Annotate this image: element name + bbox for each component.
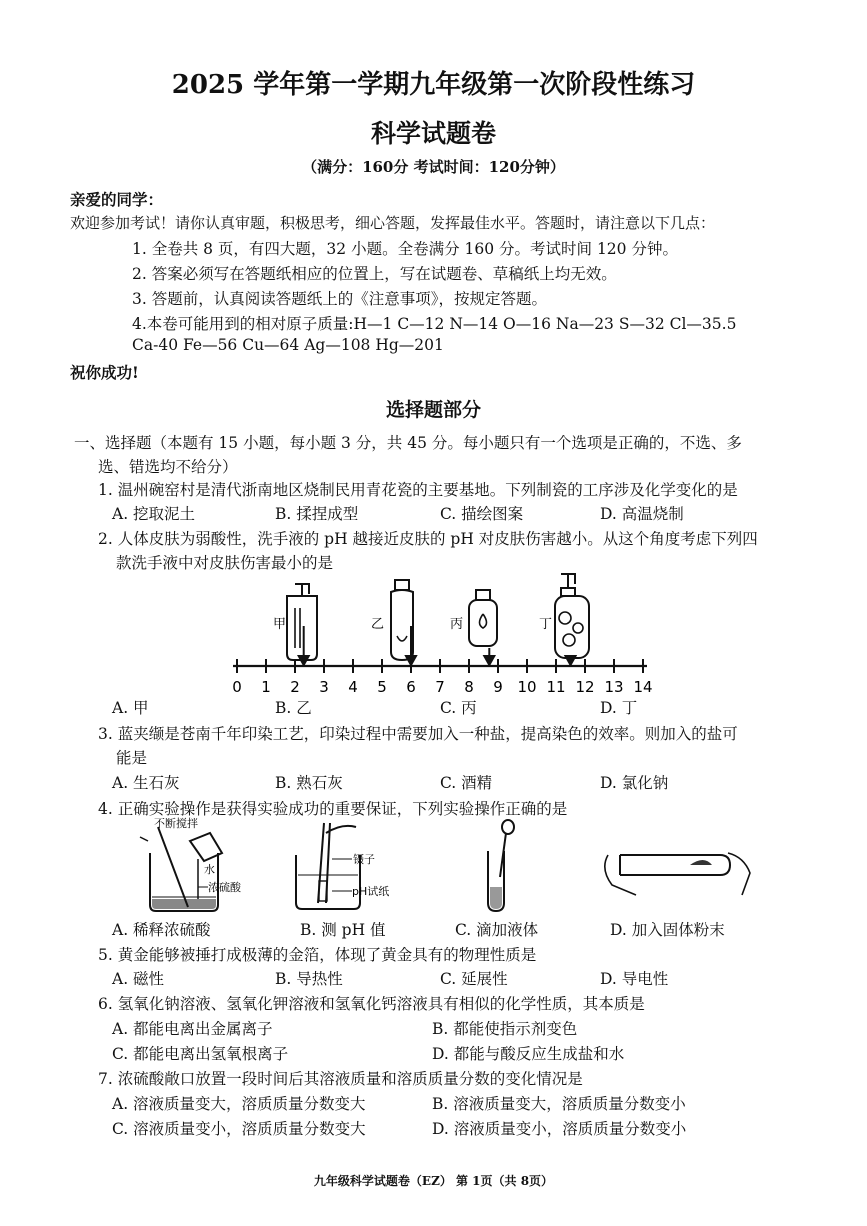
figure-a-dilution xyxy=(140,816,242,911)
section-title: 选择题部分 xyxy=(385,399,481,421)
ph-tick-label: 8 xyxy=(464,678,474,696)
note-4-cont: Ca-40 Fe—56 Cu—64 Ag—108 Hg—201 xyxy=(132,336,444,354)
ph-tick-label: 6 xyxy=(406,678,416,696)
closing-text: 祝你成功! xyxy=(70,363,139,382)
greeting: 亲爱的同学： xyxy=(70,190,164,209)
q3-option-a: A. 生石灰 xyxy=(112,774,180,792)
ph-tick-label: 13 xyxy=(604,678,624,696)
bottle-bing xyxy=(450,590,497,646)
question-7-stem: 7. 浓硫酸敞口放置一段时间后其溶液质量和溶质质量分数的变化情况是 xyxy=(98,1070,583,1088)
ph-tick-label: 10 xyxy=(517,678,537,696)
part1-instruction: 一、选择题（本题有 15 小题，每小题 3 分，共 45 分。每小题只有一个选项是正确的，不选、多 xyxy=(74,434,742,452)
label-tweezers: 镊子 xyxy=(353,853,375,866)
q4-option-d: D. 加入固体粉末 xyxy=(610,921,725,939)
question-6-stem: 6. 氢氧化钠溶液、氢氧化钾溶液和氢氧化钙溶液具有相似的化学性质，其本质是 xyxy=(98,995,645,1013)
q1-option-c: C. 描绘图案 xyxy=(440,505,524,523)
q5-option-b: B. 导热性 xyxy=(275,970,343,988)
bottle-label-ding: 丁 xyxy=(539,617,553,632)
ph-tick-label: 0 xyxy=(232,678,242,696)
ph-arrow xyxy=(484,648,494,665)
q5-option-d: D. 导电性 xyxy=(600,970,669,988)
note-2: 2. 答案必须写在答题纸相应的位置上，写在试题卷、草稿纸上均无效。 xyxy=(132,265,617,283)
q7-option-a: A. 溶液质量变大，溶质质量分数变大 xyxy=(112,1095,366,1113)
q2-option-a: A. 甲 xyxy=(112,699,149,717)
ph-arrow xyxy=(566,656,576,665)
q2-option-c: C. 丙 xyxy=(440,699,477,717)
bottle-yi xyxy=(371,580,413,660)
q6-option-d: D. 都能与酸反应生成盐和水 xyxy=(432,1045,625,1063)
q7-option-b: B. 溶液质量变大，溶质质量分数变小 xyxy=(432,1095,686,1113)
ph-tick-label: 3 xyxy=(319,678,329,696)
bottle-ding xyxy=(539,574,589,658)
q3-option-d: D. 氯化钠 xyxy=(600,774,669,792)
ph-tick-label: 14 xyxy=(633,678,653,696)
ph-tick-label: 9 xyxy=(493,678,503,696)
question-4-stem: 4. 正确实验操作是获得实验成功的重要保证，下列实验操作正确的是 xyxy=(98,800,568,818)
label-stir: 不断搅拌 xyxy=(154,817,198,830)
q6-option-a: A. 都能电离出金属离子 xyxy=(112,1020,273,1038)
q1-option-d: D. 高温烧制 xyxy=(600,505,684,523)
bottle-label-yi: 乙 xyxy=(371,617,385,632)
question-2-stem-cont: 款洗手液中对皮肤伤害最小的是 xyxy=(116,554,334,572)
q3-option-b: B. 熟石灰 xyxy=(275,774,343,792)
ph-scale-figure xyxy=(225,568,665,696)
label-ph-paper: pH试纸 xyxy=(352,885,390,898)
ph-tick-label: 11 xyxy=(546,678,566,696)
figure-c-dropper xyxy=(488,820,514,911)
note-3: 3. 答题前，认真阅读答题纸上的《注意事项》，按规定答题。 xyxy=(132,290,547,308)
q1-option-a: A. 挖取泥土 xyxy=(112,505,196,523)
bottle-label-jia: 甲 xyxy=(273,617,287,632)
question-5-stem: 5. 黄金能够被捶打成极薄的金箔，体现了黄金具有的物理性质是 xyxy=(98,946,537,964)
q1-option-b: B. 揉捏成型 xyxy=(275,505,359,523)
q7-option-d: D. 溶液质量变小，溶质质量分数变小 xyxy=(432,1120,687,1138)
question-2-stem: 2. 人体皮肤为弱酸性，洗手液的 pH 越接近皮肤的 pH 对皮肤伤害越小。从这个角度考虑下列四 xyxy=(98,530,758,548)
ph-arrows xyxy=(299,626,576,665)
ph-tick-label: 12 xyxy=(575,678,595,696)
bottle-label-bing: 丙 xyxy=(450,617,464,632)
q5-option-c: C. 延展性 xyxy=(440,970,508,988)
label-conc-acid: 浓硫酸 xyxy=(208,881,241,894)
q6-option-b: B. 都能使指示剂变色 xyxy=(432,1020,578,1038)
note-4: 4.本卷可能用到的相对原子质量:H—1 C—12 N—14 O—16 Na—23 S—32 Cl—35.5 xyxy=(132,315,737,333)
welcome-text: 欢迎参加考试！请你认真审题，积极思考，细心答题，发挥最佳水平。答题时，请注意以下几点： xyxy=(70,214,716,232)
q3-option-c: C. 酒精 xyxy=(440,774,493,792)
ph-tick-label: 4 xyxy=(348,678,358,696)
figure-d-powder xyxy=(605,853,750,895)
bottle-jia xyxy=(273,584,317,660)
q2-option-d: D. 丁 xyxy=(600,699,638,717)
question-1-stem: 1. 温州碗窑村是清代浙南地区烧制民用青花瓷的主要基地。下列制瓷的工序涉及化学变化的是 xyxy=(98,481,738,499)
page-footer: 九年级科学试题卷（EZ） 第 1页（共 8页） xyxy=(313,1174,554,1188)
ph-tick-label: 1 xyxy=(261,678,271,696)
ph-tick-label: 7 xyxy=(435,678,445,696)
part1-instruction-cont: 选、错选均不给分） xyxy=(98,458,238,476)
exam-title: 2025 学年第一学期九年级第一次阶段性练习 xyxy=(171,70,696,100)
q5-option-a: A. 磁性 xyxy=(112,970,165,988)
q4-option-c: C. 滴加液体 xyxy=(455,921,539,939)
q4-option-a: A. 稀释浓硫酸 xyxy=(112,921,211,939)
note-1: 1. 全卷共 8 页，有四大题，32 小题。全卷满分 160 分。考试时间 120 分钟。 xyxy=(132,240,678,258)
ph-tick-label: 5 xyxy=(377,678,387,696)
ph-number-line xyxy=(232,659,652,696)
figure-b-ph-test xyxy=(296,823,389,909)
question-3-stem-cont: 能是 xyxy=(116,749,148,767)
lab-operations-figure xyxy=(100,815,760,915)
ph-tick-label: 2 xyxy=(290,678,300,696)
exam-meta: （满分：160分 考试时间：120分钟） xyxy=(302,158,565,176)
q4-option-b: B. 测 pH 值 xyxy=(300,921,386,939)
q6-option-c: C. 都能电离出氢氧根离子 xyxy=(112,1045,289,1063)
label-water: 水 xyxy=(204,863,215,876)
question-3-stem: 3. 蓝夹缬是苍南千年印染工艺，印染过程中需要加入一种盐，提高染色的效率。则加入的盐可 xyxy=(98,725,738,743)
q7-option-c: C. 溶液质量变小，溶质质量分数变大 xyxy=(112,1120,366,1138)
exam-subtitle: 科学试题卷 xyxy=(370,119,496,148)
q2-option-b: B. 乙 xyxy=(275,699,312,717)
